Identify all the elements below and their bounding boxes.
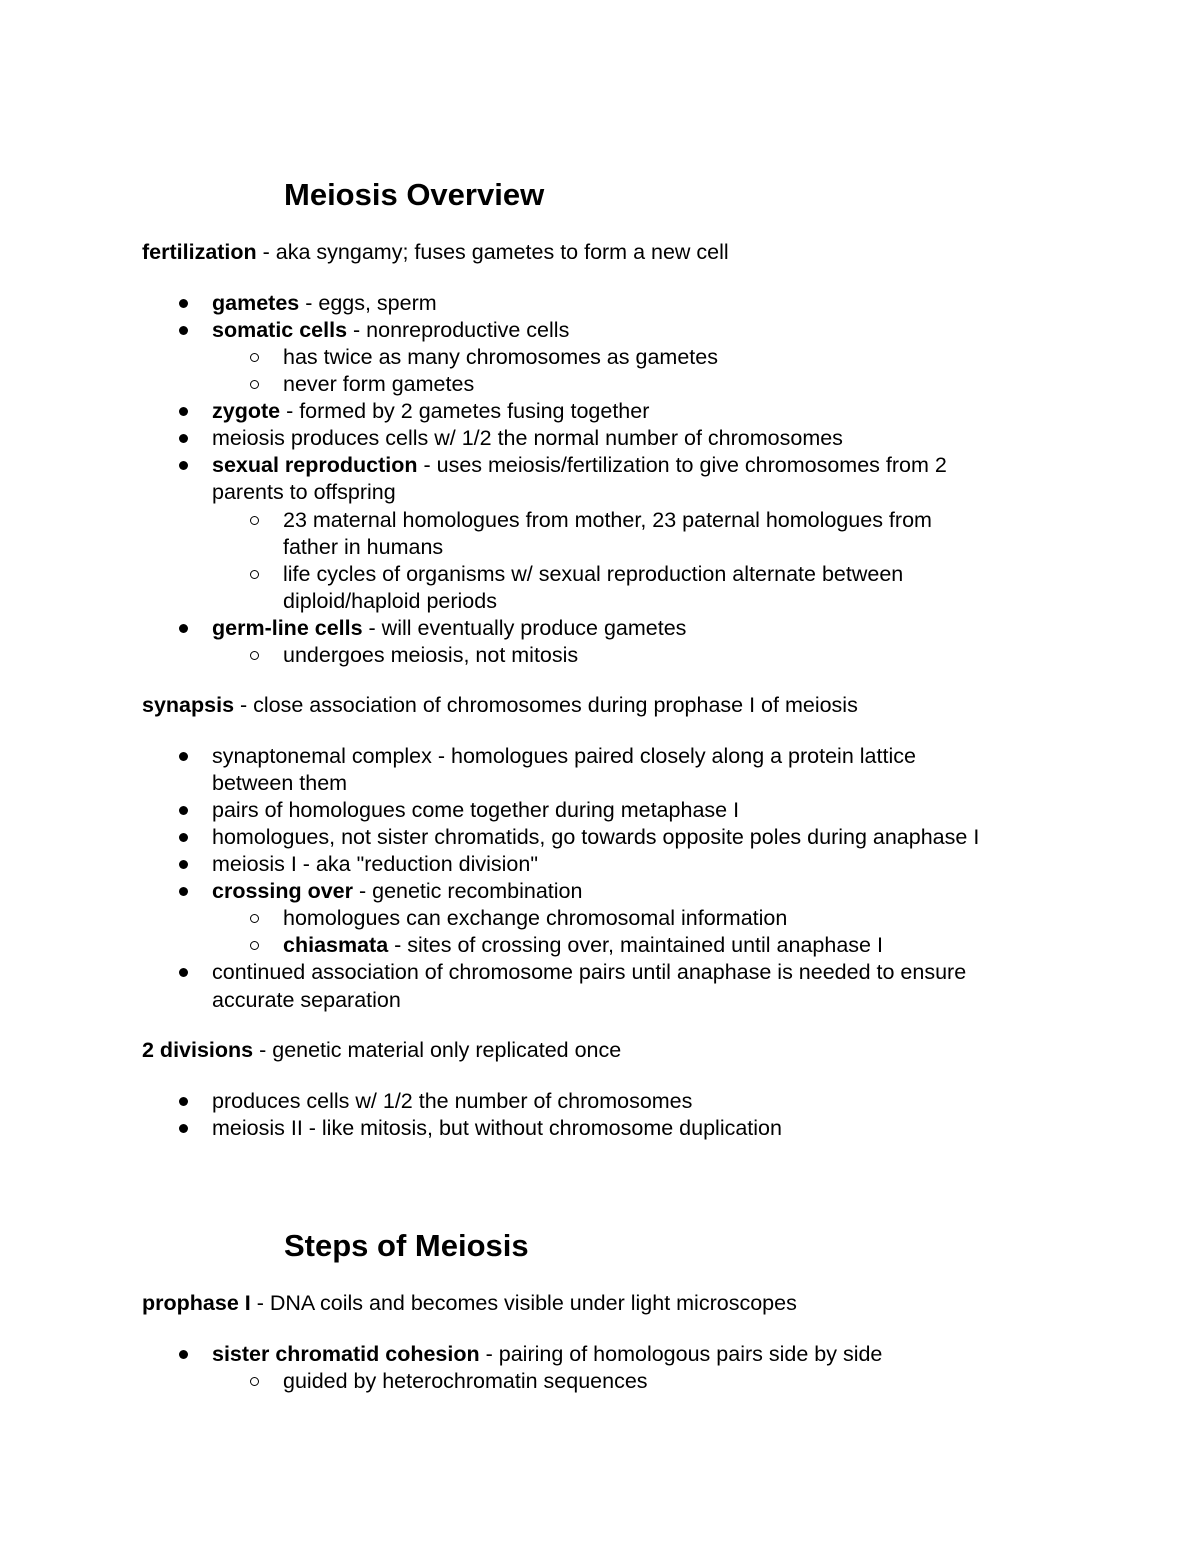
bullet-icon bbox=[179, 434, 188, 443]
sub-item: has twice as many chromosomes as gametes bbox=[283, 345, 718, 369]
bullet-icon bbox=[179, 860, 188, 869]
list-item: synaptonemal complex - homologues paired closely along a protein lattice bbox=[212, 744, 916, 768]
term-synapsis: synapsis - close association of chromosomes during prophase I of meiosis bbox=[142, 693, 858, 717]
sub-bullet-icon bbox=[250, 353, 259, 362]
list-item: meiosis II - like mitosis, but without chromosome duplication bbox=[212, 1116, 782, 1140]
list-item: meiosis I - aka "reduction division" bbox=[212, 852, 538, 876]
sub-item: 23 maternal homologues from mother, 23 paternal homologues from bbox=[283, 508, 932, 532]
sub-bullet-icon bbox=[250, 380, 259, 389]
list-item-sister-chromatid-cohesion: sister chromatid cohesion - pairing of homologous pairs side by side bbox=[212, 1342, 883, 1366]
bullet-icon bbox=[179, 461, 188, 470]
bullet-icon bbox=[179, 326, 188, 335]
sub-item-continuation: father in humans bbox=[283, 535, 444, 559]
list-item-continuation: accurate separation bbox=[212, 988, 401, 1012]
bullet-icon bbox=[179, 887, 188, 896]
bullet-icon bbox=[179, 752, 188, 761]
sub-bullet-icon bbox=[250, 941, 259, 950]
bullet-icon bbox=[179, 299, 188, 308]
list-item-continuation: between them bbox=[212, 771, 348, 795]
sub-bullet-icon bbox=[250, 1377, 259, 1386]
sub-item-continuation: diploid/haploid periods bbox=[283, 589, 497, 613]
bullet-icon bbox=[179, 624, 188, 633]
term-2-divisions: 2 divisions - genetic material only replicated once bbox=[142, 1038, 622, 1062]
sub-item: life cycles of organisms w/ sexual reproduction alternate between bbox=[283, 562, 904, 586]
list-item: continued association of chromosome pairs until anaphase is needed to ensure bbox=[212, 960, 967, 984]
sub-item-chiasmata: chiasmata - sites of crossing over, maintained until anaphase I bbox=[283, 933, 883, 957]
list-item: meiosis produces cells w/ 1/2 the normal number of chromosomes bbox=[212, 426, 843, 450]
list-item-continuation: parents to offspring bbox=[212, 480, 396, 504]
bullet-icon bbox=[179, 1350, 188, 1359]
bullet-icon bbox=[179, 806, 188, 815]
list-item-sexual-reproduction: sexual reproduction - uses meiosis/fertilization to give chromosomes from 2 bbox=[212, 453, 947, 477]
list-item: pairs of homologues come together during metaphase I bbox=[212, 798, 740, 822]
sub-item: homologues can exchange chromosomal information bbox=[283, 906, 788, 930]
section-title-steps-of-meiosis: Steps of Meiosis bbox=[284, 1228, 529, 1263]
sub-bullet-icon bbox=[250, 914, 259, 923]
sub-item: undergoes meiosis, not mitosis bbox=[283, 643, 579, 667]
bullet-icon bbox=[179, 833, 188, 842]
sub-bullet-icon bbox=[250, 651, 259, 660]
sub-bullet-icon bbox=[250, 570, 259, 579]
section-title-meiosis-overview: Meiosis Overview bbox=[284, 177, 545, 212]
sub-item: guided by heterochromatin sequences bbox=[283, 1369, 648, 1393]
sub-item: never form gametes bbox=[283, 372, 475, 396]
list-item-crossing-over: crossing over - genetic recombination bbox=[212, 879, 583, 903]
list-item: produces cells w/ 1/2 the number of chromosomes bbox=[212, 1089, 693, 1113]
bullet-icon bbox=[179, 1097, 188, 1106]
list-item-somatic-cells: somatic cells - nonreproductive cells bbox=[212, 318, 570, 342]
list-item-germ-line-cells: germ-line cells - will eventually produce gametes bbox=[212, 616, 687, 640]
bullet-icon bbox=[179, 1124, 188, 1133]
list-item-gametes: gametes - eggs, sperm bbox=[212, 291, 437, 315]
sub-bullet-icon bbox=[250, 516, 259, 525]
list-item-zygote: zygote - formed by 2 gametes fusing together bbox=[212, 399, 650, 423]
term-fertilization: fertilization - aka syngamy; fuses gametes to form a new cell bbox=[142, 240, 729, 264]
term-prophase-i: prophase I - DNA coils and becomes visible under light microscopes bbox=[142, 1291, 797, 1315]
bullet-icon bbox=[179, 407, 188, 416]
bullet-icon bbox=[179, 968, 188, 977]
list-item: homologues, not sister chromatids, go towards opposite poles during anaphase I bbox=[212, 825, 980, 849]
